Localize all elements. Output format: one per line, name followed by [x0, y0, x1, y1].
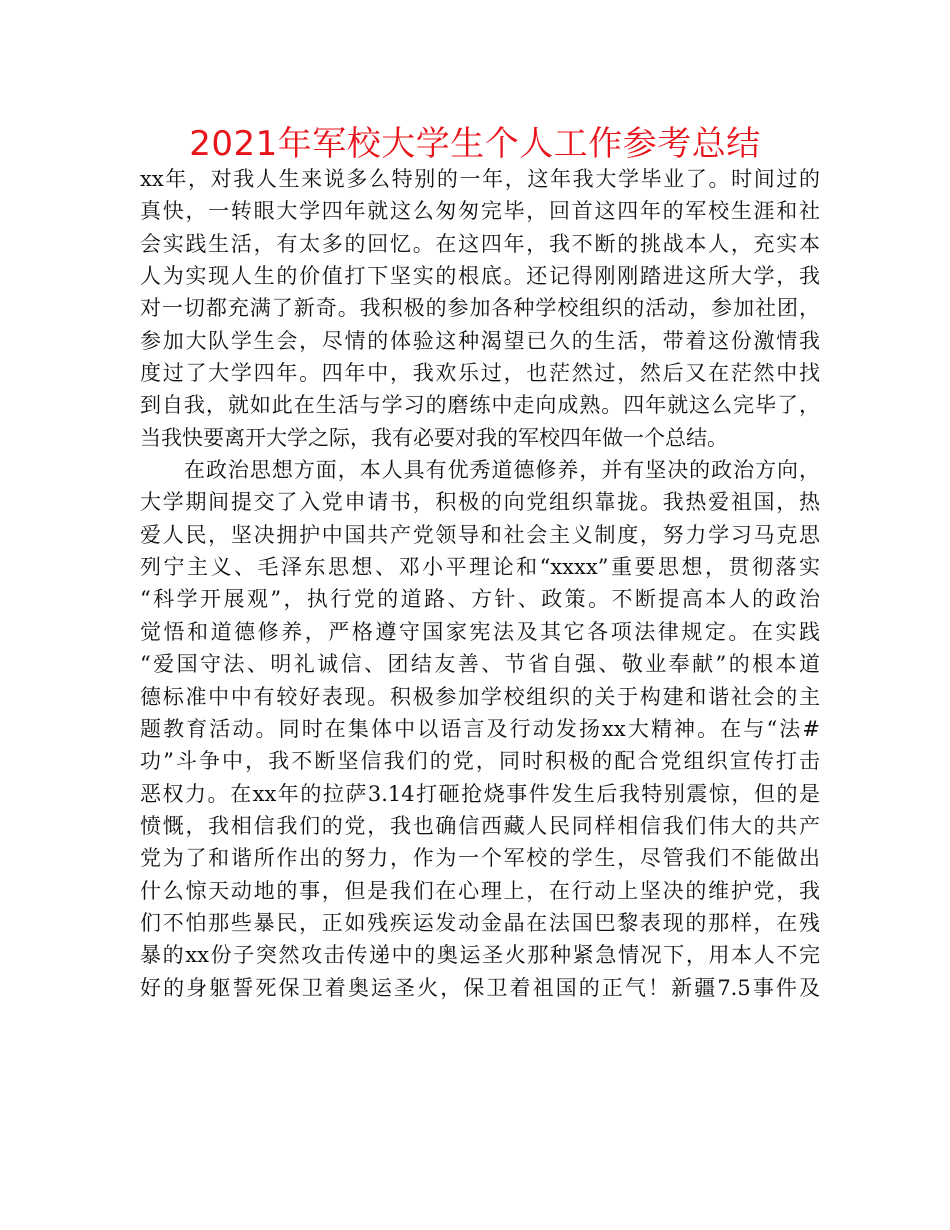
document-body — [140, 163, 820, 1004]
paragraph-line: 恶权力。在xx年的拉萨3.14打砸抢烧事件发生后我特别震惊，但的是 — [140, 781, 820, 806]
paragraph-line: 什么惊天动地的事，但是我们在心理上，在行动上坚决的维护党，我 — [140, 878, 820, 903]
paragraph-line: 列宁主义、毛泽东思想、邓小平理论和“xxxx”重要思想，贯彻落实 — [140, 555, 820, 580]
paragraph-line: 德标准中中有较好表现。积极参加学校组织的关于构建和谐社会的主 — [140, 684, 820, 709]
paragraph-line: 度过了大学四年。四年中，我欢乐过，也茫然过，然后又在茫然中找 — [140, 361, 820, 386]
paragraph-line: 人为实现人生的价值打下坚实的根底。还记得刚刚踏进这所大学，我 — [140, 264, 820, 289]
document-title: 2021年军校大学生个人工作参考总结 — [189, 124, 761, 164]
paragraph-line: “爱国守法、明礼诚信、团结友善、节省自强、敬业奉献”的根本道 — [140, 652, 820, 677]
paragraph-line: 在政治思想方面，本人具有优秀道德修养，并有坚决的政治方向， — [184, 458, 820, 483]
paragraph-line: 暴的xx份子突然攻击传递中的奥运圣火那种紧急情况下，用本人不完 — [140, 943, 820, 968]
paragraph-line: 真快，一转眼大学四年就这么匆匆完毕，回首这四年的军校生涯和社 — [140, 199, 820, 224]
paragraph-line: 功”斗争中，我不断坚信我们的党，同时积极的配合党组织宣传打击 — [140, 749, 820, 774]
paragraph-line: 当我快要离开大学之际，我有必要对我的军校四年做一个总结。 — [140, 425, 728, 450]
paragraph-line: 题教育活动。同时在集体中以语言及行动发扬xx大精神。在与“法# — [140, 716, 820, 741]
paragraph-line: 参加大队学生会，尽情的体验这种渴望已久的生活，带着这份激情我 — [140, 328, 820, 353]
paragraph-line: 党为了和谐所作出的努力，作为一个军校的学生，尽管我们不能做出 — [140, 846, 820, 871]
paragraph-line: 大学期间提交了入党申请书，积极的向党组织靠拢。我热爱祖国，热 — [140, 490, 820, 515]
paragraph-line: xx年，对我人生来说多么特别的一年，这年我大学毕业了。时间过的 — [140, 167, 820, 191]
paragraph-line: 们不怕那些暴民，正如残疾运发动金晶在法国巴黎表现的那样，在残 — [140, 910, 820, 935]
paragraph-line: 好的身躯誓死保卫着奥运圣火，保卫着祖国的正气！新疆7.5事件及 — [140, 975, 820, 1000]
paragraph-line: 觉悟和道德修养，严格遵守国家宪法及其它各项法律规定。在实践 — [140, 619, 820, 644]
paragraph-line: “科学开展观”，执行党的道路、方针、政策。不断提高本人的政治 — [140, 587, 820, 612]
paragraph-line: 爱人民，坚决拥护中国共产党领导和社会主义制度，努力学习马克思 — [140, 522, 820, 547]
paragraph-1 — [140, 163, 820, 454]
paragraph-line: 会实践生活，有太多的回忆。在这四年，我不断的挑战本人，充实本 — [140, 231, 820, 256]
paragraph-2 — [140, 454, 820, 1004]
paragraph-line: 对一切都充满了新奇。我积极的参加各种学校组织的活动，参加社团， — [140, 296, 820, 321]
paragraph-line: 到自我，就如此在生活与学习的磨练中走向成熟。四年就这么完毕了， — [140, 393, 820, 418]
paragraph-line: 愤慨，我相信我们的党，我也确信西藏人民同样相信我们伟大的共产 — [140, 813, 820, 838]
